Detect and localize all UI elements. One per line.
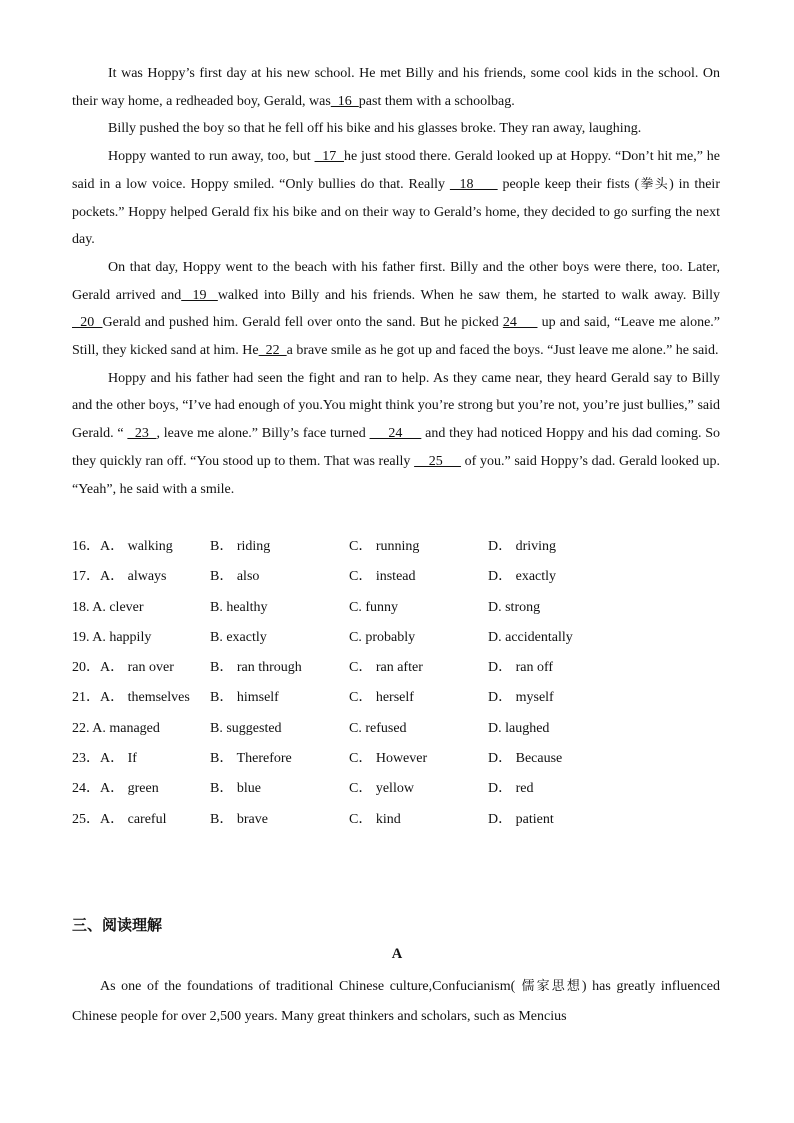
option-a: 18. A. clever (72, 599, 144, 615)
option-a: 19. A. happily (72, 629, 152, 645)
option-row-24 (72, 774, 720, 804)
option-d: D． exactly (488, 569, 557, 585)
option-c: C． ran after (349, 660, 423, 676)
text: up and said, “Leave me alone.” Still, they kicked sand at him. He (72, 315, 721, 359)
blank-25: 25 (414, 453, 461, 469)
option-c: C. probably (349, 629, 416, 645)
blank-16: 16 (330, 93, 359, 109)
option-d: D. laughed (488, 720, 550, 736)
option-c: C． kind (349, 811, 401, 827)
option-c: C． However (349, 751, 428, 767)
text: and they had noticed Hoppy and his dad coming. So they quickly ran off. “You stood up to them. That was really (72, 426, 721, 469)
option-a: 24．A． green (72, 781, 159, 797)
option-d: D． driving (488, 539, 557, 554)
option-d: D． ran off (488, 660, 554, 676)
option-row-20 (72, 653, 720, 683)
option-b: B． himself (210, 690, 279, 706)
blank-19: 19 (181, 287, 218, 303)
text: walked into Billy and his friends. When he saw them, he started to walk away. Billy (217, 287, 720, 303)
option-a: 16．A． walking (72, 539, 173, 554)
option-b: B. exactly (210, 629, 267, 645)
option-row-21 (72, 683, 720, 713)
option-b: B． brave (210, 811, 268, 827)
option-b: B． also (210, 569, 260, 585)
text: Gerald and pushed him. Gerald fell over onto the sand. But he picked (102, 315, 503, 331)
blank-18: 18 (449, 176, 498, 192)
option-b: B. healthy (210, 599, 268, 615)
option-c: C． yellow (349, 781, 414, 797)
text: As one of the foundations of traditional Chinese culture,Confucianism( (100, 979, 516, 994)
blank-23: 23 (127, 426, 157, 442)
text: he just stood there. Gerald looked up at Hoppy. “Don’t hit me,” he said in a low voice. Hoppy smiled. “Only bullies do that. Really (72, 149, 721, 192)
option-a: 25．A． careful (72, 811, 167, 827)
reading-passage (72, 972, 720, 1032)
option-c: C． herself (349, 690, 414, 706)
text: ) has greatly influenced Chinese people for over 2,500 years. Many great thinkers and scholars, such as Mencius (72, 979, 720, 1024)
option-c: C． running (349, 539, 420, 554)
chinese-gloss: 拳头 (639, 176, 670, 192)
option-a: 20．A． ran over (72, 660, 174, 676)
option-b: B． Therefore (210, 751, 292, 767)
text: Hoppy wanted to run away, too, but (108, 149, 315, 165)
text: Hoppy and his father had seen the fight and ran to help. As they came near, they heard Gerald say to Billy and the other boys, “I’ve had enough of you.You might think you’re strong but you’re not, you’re just bullies,” said Gerald. “ (72, 370, 720, 442)
chinese-gloss: 儒家思想 (515, 979, 582, 994)
paragraph-4 (72, 254, 720, 365)
option-row-17 (72, 562, 720, 592)
option-row-25 (72, 805, 720, 835)
text: of you.” said Hoppy’s dad. Gerald looked up. “Yeah”, he said with a smile. (72, 453, 721, 497)
text: ) in their pockets.” Hoppy helped Gerald fix his bike and on their way to Gerald’s home, they decided to go surfing the next day. (72, 176, 720, 248)
text: It was Hoppy’s first day at his new school. He met Billy and his friends, some cool kids in the school. On their way home, a redheaded boy, Gerald, was (72, 66, 720, 109)
option-b: B． ran through (210, 660, 302, 676)
option-row-18 (72, 593, 720, 623)
option-row-16 (72, 532, 720, 562)
option-c: C． instead (349, 569, 416, 585)
blank-24b: 24 (369, 426, 422, 442)
option-d: D． red (488, 781, 534, 797)
option-d: D. strong (488, 599, 541, 615)
option-b: B. suggested (210, 720, 282, 736)
option-d: D． Because (488, 751, 563, 767)
section-title: 三、阅读理解 (72, 916, 163, 934)
reading-paragraph (72, 972, 720, 1032)
answer-options (72, 532, 720, 835)
text: people keep their fists ( (497, 176, 640, 192)
blank-20: 20 (72, 315, 103, 331)
text: , leave me alone.” Billy’s face turned (156, 426, 370, 442)
text: a brave smile as he got up and faced the boys. “Just leave me alone.” he said. (286, 343, 719, 359)
option-b: B． riding (210, 539, 271, 554)
option-row-19 (72, 623, 720, 653)
blank-17: 17 (314, 149, 344, 165)
paragraph-2: Billy pushed the boy so that he fell off his bike and his glasses broke. They ran away, laughing. (108, 121, 642, 137)
option-a: 17．A． always (72, 569, 167, 585)
option-a: 21．A． themselves (72, 690, 190, 706)
option-row-23 (72, 744, 720, 774)
option-d: D. accidentally (488, 629, 573, 645)
passage-label: A (391, 946, 403, 962)
blank-24: 24 (502, 315, 538, 331)
option-a: 23．A． If (72, 751, 137, 767)
option-d: D． myself (488, 690, 554, 706)
option-c: C. funny (349, 599, 398, 615)
paragraph-1 (72, 60, 720, 115)
paragraph-3 (72, 143, 720, 254)
paragraph-5 (72, 365, 720, 504)
blank-22: 22 (258, 343, 287, 359)
option-row-22 (72, 714, 720, 744)
cloze-passage (72, 60, 720, 503)
option-a: 22. A. managed (72, 720, 160, 736)
text: past them with a schoolbag. (358, 93, 515, 109)
option-b: B． blue (210, 781, 261, 797)
option-d: D． patient (488, 811, 554, 827)
option-c: C. refused (349, 720, 407, 736)
text: On that day, Hoppy went to the beach with his father first. Billy and the other boys were there, too. Later, Gerald arrived and (72, 259, 720, 303)
